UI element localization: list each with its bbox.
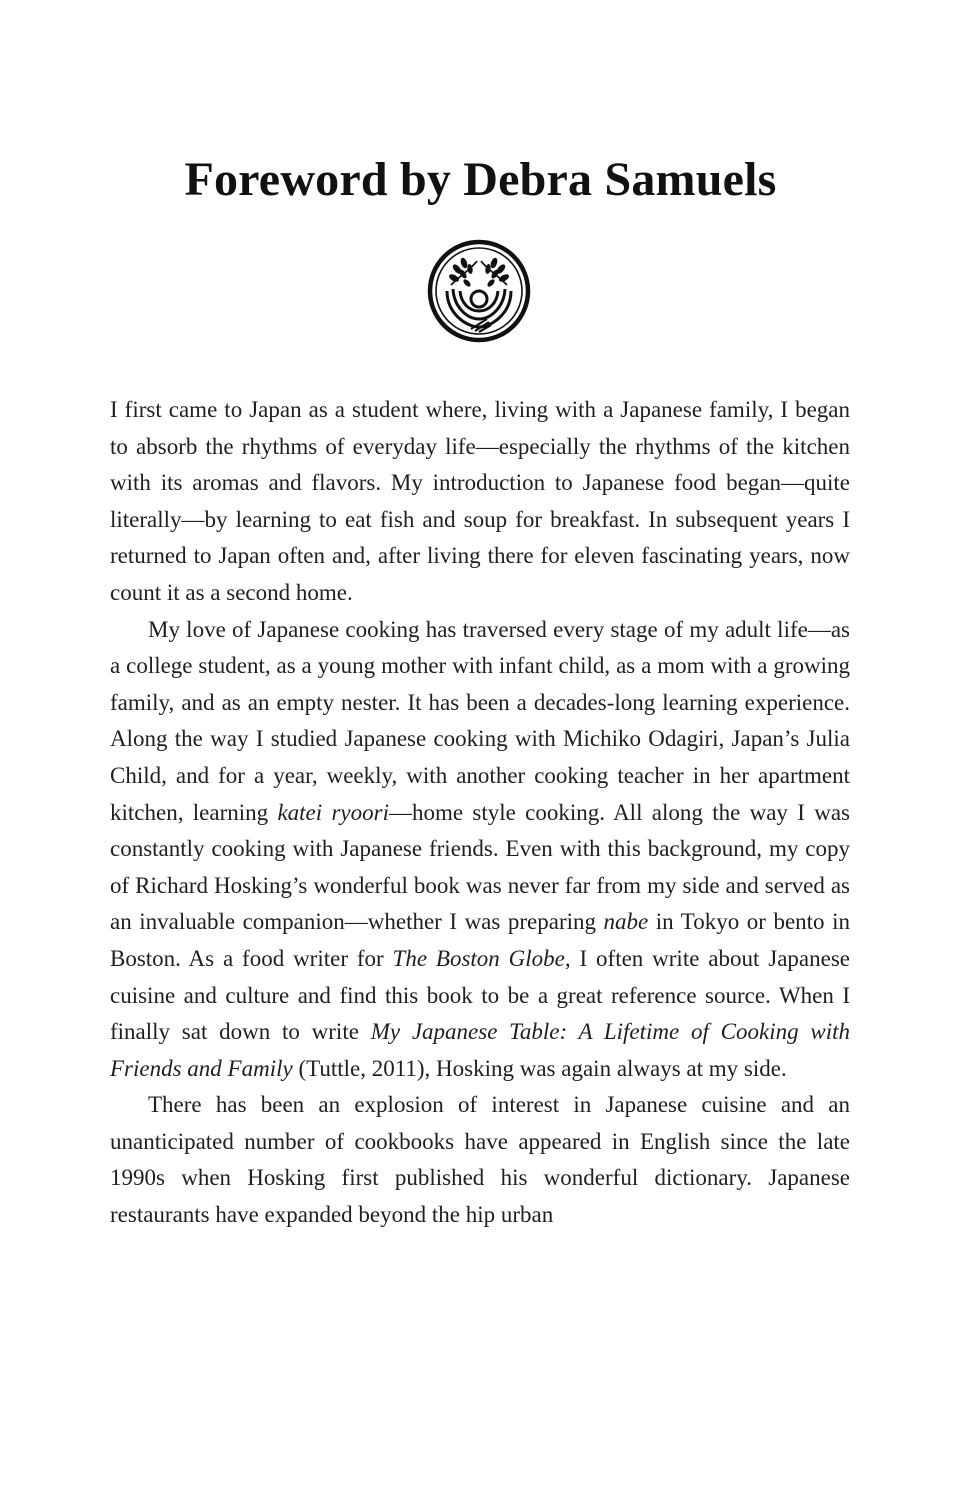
body-paragraph	[110, 392, 850, 612]
body-paragraph	[110, 612, 850, 1088]
paragraph-text: —home style cooking. All along the way I was constantly cooking with Japanese friends. Even with this background, my copy of Richard Hosking’s wonderful book was never far from my side and served as an invaluable companion—whether I was preparing	[110, 799, 851, 935]
chapter-title: Foreword by Debra Samuels	[184, 153, 777, 206]
paragraph-text: (Tuttle, 2011), Hosking was again always at my side.	[292, 1055, 787, 1081]
paragraph-text: There has been an explosion of interest in Japanese cuisine and an unanticipated number of cookbooks have appeared in English since the late 1990s when Hosking first published his wonderful dictionary. Japanese restaurants have expanded beyond the hip urban	[110, 1092, 850, 1228]
italic-text: The Boston Globe	[392, 945, 565, 971]
italic-text: katei ryoori	[277, 799, 389, 825]
paragraph-text: I first came to Japan as a student where, living with a Japanese family, I began to absorb the rhythms of everyday life—especially the rhythms of the kitchen with its aromas and flavors. My introduction to Japanese food began—quite literally—by learning to eat fish and soup for breakfast. In subsequent years I returned to Japan often and, after living there for eleven fascinating years, now count it as a second home.	[110, 397, 850, 605]
italic-text: nabe	[603, 909, 649, 935]
italic-text: My Japanese Table: A Lifetime of Cooking with Friends and Family	[110, 1019, 850, 1081]
body-paragraph	[110, 1087, 850, 1233]
paragraph-text: , I often write about Japanese cuisine and culture and find this book to be a great reference source. When I finally sat down to write	[110, 945, 850, 1045]
rice-sheaf-crest-icon	[427, 239, 531, 343]
paragraph-text: My love of Japanese cooking has traversed every stage of my adult life—as a college student, as a young mother with infant child, as a mom with a growing family, and as an empty nester. It has been a decades-long learning experience. Along the way I studied Japanese cooking with Michiko Odagiri, Japan’s Julia Child, and for a year, weekly, with another cooking teacher in her apartment kitchen, learning	[110, 616, 850, 825]
paragraph-text: in Tokyo or bento in Boston. As a food writer for	[110, 909, 850, 971]
foreword-body	[110, 392, 850, 1234]
